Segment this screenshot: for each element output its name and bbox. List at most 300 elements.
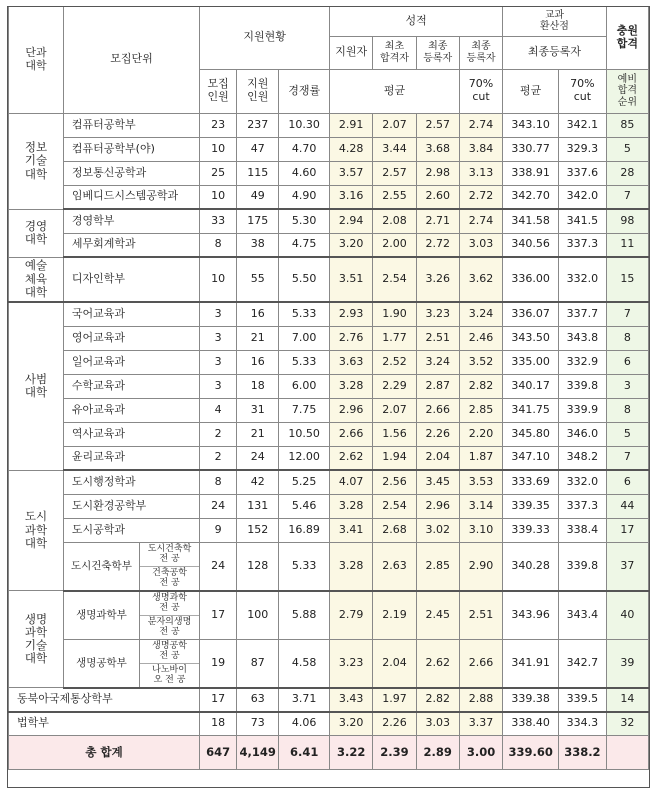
- grade-applicant: 3.28: [330, 494, 373, 518]
- grade-first-pass: 2.07: [373, 113, 416, 137]
- table-row: [9, 350, 649, 374]
- table-row: [9, 446, 649, 470]
- recruit-count: 2: [200, 446, 237, 470]
- grade-final-avg: 3.68: [416, 137, 459, 161]
- recruit-count: 8: [200, 233, 237, 257]
- converted-avg: 336.07: [503, 302, 559, 326]
- waitlist-rank: 6: [606, 470, 648, 494]
- applied-count: 152: [237, 518, 279, 542]
- grade-final-avg: 3.23: [416, 302, 459, 326]
- competition-ratio: 10.50: [279, 422, 330, 446]
- grade-final-cut: 3.53: [459, 470, 502, 494]
- waitlist-rank: 14: [606, 688, 648, 712]
- competition-ratio: 4.75: [279, 233, 330, 257]
- grade-applicant: 2.79: [330, 591, 373, 640]
- converted-avg: 339.33: [503, 518, 559, 542]
- waitlist-rank: 5: [606, 422, 648, 446]
- grade-applicant: 2.62: [330, 446, 373, 470]
- col-recruit-header: 모집 인원: [200, 69, 237, 113]
- unit-name: 수학교육과: [63, 374, 199, 398]
- sub-major-1: 도시건축학 전 공: [140, 543, 199, 567]
- grade-first-pass: 1.94: [373, 446, 416, 470]
- converted-cut: 342.1: [559, 113, 607, 137]
- table-row: [9, 233, 649, 257]
- recruit-count: 24: [200, 542, 237, 591]
- total-c2: 338.2: [559, 736, 607, 770]
- college-name: 정보 기술 대학: [9, 113, 64, 209]
- grade-applicant: 4.07: [330, 470, 373, 494]
- applied-count: 100: [237, 591, 279, 640]
- grade-final-cut: 2.72: [459, 185, 502, 209]
- competition-ratio: 5.30: [279, 209, 330, 233]
- grade-applicant: 3.51: [330, 257, 373, 302]
- grade-final-avg: 2.60: [416, 185, 459, 209]
- grade-first-pass: 2.68: [373, 518, 416, 542]
- table-row: [9, 302, 649, 326]
- grade-first-pass: 2.29: [373, 374, 416, 398]
- applied-count: 175: [237, 209, 279, 233]
- recruit-count: 10: [200, 257, 237, 302]
- college-name: 예술 체육 대학: [9, 257, 64, 302]
- table-row: [9, 209, 649, 233]
- grade-final-cut: 2.90: [459, 542, 502, 591]
- converted-cut: 346.0: [559, 422, 607, 446]
- table-row: [9, 374, 649, 398]
- grade-final-cut: 2.74: [459, 113, 502, 137]
- competition-ratio: 4.90: [279, 185, 330, 209]
- applied-count: 87: [237, 639, 279, 688]
- waitlist-rank: 8: [606, 326, 648, 350]
- recruit-count: 17: [200, 688, 237, 712]
- recruit-count: 10: [200, 185, 237, 209]
- grade-final-cut: 3.62: [459, 257, 502, 302]
- converted-avg: 339.38: [503, 688, 559, 712]
- applied-count: 49: [237, 185, 279, 209]
- grade-first-pass: 1.77: [373, 326, 416, 350]
- converted-cut: 338.4: [559, 518, 607, 542]
- applied-count: 115: [237, 161, 279, 185]
- waitlist-rank: 8: [606, 398, 648, 422]
- grade-final-avg: 3.26: [416, 257, 459, 302]
- sub-major-cell: [139, 542, 199, 591]
- grade-final-cut: 3.13: [459, 161, 502, 185]
- converted-cut: 337.6: [559, 161, 607, 185]
- converted-avg: 341.75: [503, 398, 559, 422]
- grade-final-cut: 2.66: [459, 639, 502, 688]
- grade-final-avg: 2.45: [416, 591, 459, 640]
- table-row: [9, 137, 649, 161]
- unit-name: 유아교육과: [63, 398, 199, 422]
- waitlist-rank: 7: [606, 185, 648, 209]
- unit-name: 영어교육과: [63, 326, 199, 350]
- converted-avg: 333.69: [503, 470, 559, 494]
- sub-major-cell: [139, 639, 199, 688]
- grade-final-avg: 2.85: [416, 542, 459, 591]
- waitlist-rank: 7: [606, 446, 648, 470]
- recruit-count: 17: [200, 591, 237, 640]
- applied-count: 131: [237, 494, 279, 518]
- applied-count: 55: [237, 257, 279, 302]
- sub-major-2: 건축공학 전 공: [152, 567, 187, 588]
- col-cut70b-header: 70% cut: [559, 69, 607, 113]
- grade-first-pass: 3.44: [373, 137, 416, 161]
- grade-first-pass: 2.56: [373, 470, 416, 494]
- grade-applicant: 3.16: [330, 185, 373, 209]
- admissions-table-frame: [7, 6, 650, 788]
- recruit-count: 19: [200, 639, 237, 688]
- converted-cut: 332.0: [559, 257, 607, 302]
- converted-avg: 345.80: [503, 422, 559, 446]
- grade-first-pass: 2.52: [373, 350, 416, 374]
- col-competition-header: 경쟁률: [279, 69, 330, 113]
- waitlist-rank: 17: [606, 518, 648, 542]
- table-row: [9, 518, 649, 542]
- competition-ratio: 4.06: [279, 712, 330, 736]
- grade-first-pass: 2.55: [373, 185, 416, 209]
- converted-avg: 338.91: [503, 161, 559, 185]
- sub-major-2: 분자의생명 전 공: [147, 616, 192, 637]
- col-grades-group-header: 성적: [330, 7, 503, 36]
- waitlist-rank: 39: [606, 639, 648, 688]
- converted-avg: 340.17: [503, 374, 559, 398]
- recruit-count: 10: [200, 137, 237, 161]
- grade-final-cut: 2.85: [459, 398, 502, 422]
- applied-count: 21: [237, 326, 279, 350]
- unit-name: 경영학부: [63, 209, 199, 233]
- col-final-registrant-header: 최종등록자: [503, 36, 606, 69]
- waitlist-rank: 40: [606, 591, 648, 640]
- col-spare-rank-header: 예비 합격 순위: [606, 69, 648, 113]
- unit-name: 역사교육과: [63, 422, 199, 446]
- applied-count: 38: [237, 233, 279, 257]
- total-ratio: 6.41: [279, 736, 330, 770]
- competition-ratio: 4.60: [279, 161, 330, 185]
- waitlist-rank: 3: [606, 374, 648, 398]
- col-applicant-header: 지원자: [330, 36, 373, 69]
- grade-applicant: 2.66: [330, 422, 373, 446]
- total-s4: 3.00: [459, 736, 502, 770]
- grade-final-avg: 2.96: [416, 494, 459, 518]
- college-name: 경영 대학: [9, 209, 64, 257]
- grade-first-pass: 2.57: [373, 161, 416, 185]
- total-recruit: 647: [200, 736, 237, 770]
- competition-ratio: 5.25: [279, 470, 330, 494]
- college-name: 생명 과학 기술 대학: [9, 591, 64, 688]
- grade-final-avg: 2.57: [416, 113, 459, 137]
- recruit-count: 4: [200, 398, 237, 422]
- grade-first-pass: 2.63: [373, 542, 416, 591]
- converted-avg: 339.35: [503, 494, 559, 518]
- converted-avg: 347.10: [503, 446, 559, 470]
- recruit-count: 9: [200, 518, 237, 542]
- applied-count: 24: [237, 446, 279, 470]
- converted-cut: 332.9: [559, 350, 607, 374]
- converted-avg: 336.00: [503, 257, 559, 302]
- grade-final-avg: 2.98: [416, 161, 459, 185]
- converted-cut: 332.0: [559, 470, 607, 494]
- grade-applicant: 3.57: [330, 161, 373, 185]
- waitlist-rank: 32: [606, 712, 648, 736]
- grade-final-avg: 3.45: [416, 470, 459, 494]
- table-row: [9, 470, 649, 494]
- applied-count: 237: [237, 113, 279, 137]
- grade-final-cut: 2.20: [459, 422, 502, 446]
- waitlist-rank: 44: [606, 494, 648, 518]
- applied-count: 42: [237, 470, 279, 494]
- sub-major-2: 나노바이 오 전 공: [152, 664, 187, 685]
- grade-applicant: 4.28: [330, 137, 373, 161]
- grade-final-cut: 1.87: [459, 446, 502, 470]
- college-name: 도시 과학 대학: [9, 470, 64, 591]
- unit-name: 생명공학부: [63, 639, 139, 688]
- unit-name: 정보통신공학과: [63, 161, 199, 185]
- converted-cut: 342.0: [559, 185, 607, 209]
- waitlist-rank: 15: [606, 257, 648, 302]
- applied-count: 128: [237, 542, 279, 591]
- applied-count: 21: [237, 422, 279, 446]
- converted-cut: 339.8: [559, 374, 607, 398]
- grade-applicant: 2.93: [330, 302, 373, 326]
- competition-ratio: 12.00: [279, 446, 330, 470]
- converted-avg: 342.70: [503, 185, 559, 209]
- col-avg2-header: 평균: [503, 69, 559, 113]
- college-name: 사범 대학: [9, 302, 64, 470]
- grade-final-cut: 3.84: [459, 137, 502, 161]
- table-row: [9, 639, 649, 688]
- competition-ratio: 7.00: [279, 326, 330, 350]
- grade-applicant: 3.63: [330, 350, 373, 374]
- waitlist-rank: 6: [606, 350, 648, 374]
- waitlist-rank: 37: [606, 542, 648, 591]
- converted-cut: 329.3: [559, 137, 607, 161]
- recruit-count: 23: [200, 113, 237, 137]
- grade-final-avg: 2.71: [416, 209, 459, 233]
- converted-avg: 338.40: [503, 712, 559, 736]
- unit-name: 컴퓨터공학부: [63, 113, 199, 137]
- grade-final-cut: 3.37: [459, 712, 502, 736]
- grade-first-pass: 2.00: [373, 233, 416, 257]
- total-label: 총 합계: [9, 736, 200, 770]
- grade-first-pass: 2.26: [373, 712, 416, 736]
- recruit-count: 2: [200, 422, 237, 446]
- table-row: [9, 688, 649, 712]
- grade-final-avg: 2.72: [416, 233, 459, 257]
- unit-name: 도시환경공학부: [63, 494, 199, 518]
- sub-major-1: 생명공학 전 공: [140, 640, 199, 664]
- unit-name: 디자인학부: [63, 257, 199, 302]
- waitlist-rank: 5: [606, 137, 648, 161]
- grade-applicant: 2.96: [330, 398, 373, 422]
- col-waitlist-header: 충원 합격: [606, 7, 648, 69]
- converted-avg: 343.10: [503, 113, 559, 137]
- col-avg-header: 평균: [330, 69, 460, 113]
- applied-count: 73: [237, 712, 279, 736]
- admissions-table: [8, 7, 649, 770]
- col-applicants-group-header: 지원현황: [200, 7, 330, 69]
- converted-cut: 343.4: [559, 591, 607, 640]
- converted-avg: 340.56: [503, 233, 559, 257]
- grade-first-pass: 1.90: [373, 302, 416, 326]
- competition-ratio: 4.70: [279, 137, 330, 161]
- grade-final-cut: 3.10: [459, 518, 502, 542]
- col-converted-group-header: 교과 환산점: [503, 7, 606, 36]
- grade-applicant: 2.76: [330, 326, 373, 350]
- converted-cut: 348.2: [559, 446, 607, 470]
- grade-applicant: 2.94: [330, 209, 373, 233]
- converted-cut: 337.7: [559, 302, 607, 326]
- competition-ratio: 3.71: [279, 688, 330, 712]
- waitlist-rank: 28: [606, 161, 648, 185]
- table-row: [9, 542, 649, 591]
- grade-first-pass: 1.97: [373, 688, 416, 712]
- grade-final-cut: 3.14: [459, 494, 502, 518]
- grade-applicant: 3.43: [330, 688, 373, 712]
- grade-first-pass: 1.56: [373, 422, 416, 446]
- grade-final-avg: 2.82: [416, 688, 459, 712]
- unit-name: 도시행정학과: [63, 470, 199, 494]
- grade-final-avg: 2.04: [416, 446, 459, 470]
- grade-first-pass: 2.19: [373, 591, 416, 640]
- waitlist-rank: 98: [606, 209, 648, 233]
- applied-count: 16: [237, 302, 279, 326]
- competition-ratio: 16.89: [279, 518, 330, 542]
- grade-final-avg: 2.26: [416, 422, 459, 446]
- competition-ratio: 5.46: [279, 494, 330, 518]
- recruit-count: 25: [200, 161, 237, 185]
- col-college-header: 단과 대학: [9, 7, 64, 113]
- grade-first-pass: 2.04: [373, 639, 416, 688]
- waitlist-rank: 85: [606, 113, 648, 137]
- converted-cut: 339.8: [559, 542, 607, 591]
- grade-final-avg: 2.62: [416, 639, 459, 688]
- table-row: [9, 712, 649, 736]
- converted-avg: 343.50: [503, 326, 559, 350]
- grade-final-cut: 3.24: [459, 302, 502, 326]
- waitlist-rank: 11: [606, 233, 648, 257]
- competition-ratio: 5.33: [279, 302, 330, 326]
- grade-applicant: 3.41: [330, 518, 373, 542]
- total-s2: 2.39: [373, 736, 416, 770]
- grade-applicant: 2.91: [330, 113, 373, 137]
- converted-cut: 342.7: [559, 639, 607, 688]
- grade-applicant: 3.28: [330, 374, 373, 398]
- applied-count: 47: [237, 137, 279, 161]
- applied-count: 63: [237, 688, 279, 712]
- grade-final-avg: 2.66: [416, 398, 459, 422]
- unit-name: 윤리교육과: [63, 446, 199, 470]
- total-row: [9, 736, 649, 770]
- converted-cut: 334.3: [559, 712, 607, 736]
- grade-final-avg: 2.51: [416, 326, 459, 350]
- col-final-reg-header: 최종 등록자: [416, 36, 459, 69]
- grade-first-pass: 2.54: [373, 257, 416, 302]
- recruit-count: 8: [200, 470, 237, 494]
- col-final-reg2-header: 최종 등록자: [459, 36, 502, 69]
- grade-final-avg: 3.03: [416, 712, 459, 736]
- col-cut70-header: 70% cut: [459, 69, 502, 113]
- unit-name: 동북아국제통상학부: [9, 688, 200, 712]
- converted-avg: 335.00: [503, 350, 559, 374]
- competition-ratio: 4.58: [279, 639, 330, 688]
- table-row: [9, 257, 649, 302]
- grade-first-pass: 2.54: [373, 494, 416, 518]
- converted-cut: 341.5: [559, 209, 607, 233]
- applied-count: 31: [237, 398, 279, 422]
- table-row: [9, 185, 649, 209]
- grade-final-cut: 2.51: [459, 591, 502, 640]
- competition-ratio: 10.30: [279, 113, 330, 137]
- grade-final-cut: 2.74: [459, 209, 502, 233]
- total-w: [606, 736, 648, 770]
- unit-name: 일어교육과: [63, 350, 199, 374]
- unit-name: 법학부: [9, 712, 200, 736]
- recruit-count: 33: [200, 209, 237, 233]
- table-row: [9, 326, 649, 350]
- converted-cut: 339.9: [559, 398, 607, 422]
- competition-ratio: 5.88: [279, 591, 330, 640]
- table-row: [9, 422, 649, 446]
- grade-final-avg: 3.02: [416, 518, 459, 542]
- converted-cut: 337.3: [559, 494, 607, 518]
- unit-name: 도시공학과: [63, 518, 199, 542]
- converted-cut: 343.8: [559, 326, 607, 350]
- recruit-count: 3: [200, 326, 237, 350]
- recruit-count: 18: [200, 712, 237, 736]
- grade-final-cut: 2.88: [459, 688, 502, 712]
- grade-applicant: 3.20: [330, 233, 373, 257]
- grade-final-avg: 2.87: [416, 374, 459, 398]
- unit-name: 국어교육과: [63, 302, 199, 326]
- grade-applicant: 3.28: [330, 542, 373, 591]
- table-row: [9, 398, 649, 422]
- recruit-count: 3: [200, 302, 237, 326]
- col-unit-header: 모집단위: [63, 7, 199, 113]
- sub-major-cell: [139, 591, 199, 640]
- competition-ratio: 7.75: [279, 398, 330, 422]
- converted-avg: 343.96: [503, 591, 559, 640]
- applied-count: 16: [237, 350, 279, 374]
- converted-avg: 330.77: [503, 137, 559, 161]
- grade-first-pass: 2.07: [373, 398, 416, 422]
- grade-final-cut: 3.03: [459, 233, 502, 257]
- col-applied-header: 지원 인원: [237, 69, 279, 113]
- unit-name: 임베디드시스템공학과: [63, 185, 199, 209]
- grade-final-cut: 3.52: [459, 350, 502, 374]
- sub-major-1: 생명과학 전 공: [140, 592, 199, 616]
- competition-ratio: 5.33: [279, 542, 330, 591]
- table-row: [9, 591, 649, 640]
- table-row: [9, 494, 649, 518]
- waitlist-rank: 7: [606, 302, 648, 326]
- unit-name: 컴퓨터공학부(야): [63, 137, 199, 161]
- converted-cut: 337.3: [559, 233, 607, 257]
- grade-final-avg: 3.24: [416, 350, 459, 374]
- recruit-count: 3: [200, 350, 237, 374]
- competition-ratio: 6.00: [279, 374, 330, 398]
- unit-name: 도시건축학부: [63, 542, 139, 591]
- grade-first-pass: 2.08: [373, 209, 416, 233]
- converted-avg: 340.28: [503, 542, 559, 591]
- recruit-count: 3: [200, 374, 237, 398]
- total-s1: 3.22: [330, 736, 373, 770]
- col-first-pass-header: 최초 합격자: [373, 36, 416, 69]
- total-c1: 339.60: [503, 736, 559, 770]
- converted-avg: 341.91: [503, 639, 559, 688]
- total-s3: 2.89: [416, 736, 459, 770]
- table-row: [9, 113, 649, 137]
- grade-final-cut: 2.46: [459, 326, 502, 350]
- competition-ratio: 5.33: [279, 350, 330, 374]
